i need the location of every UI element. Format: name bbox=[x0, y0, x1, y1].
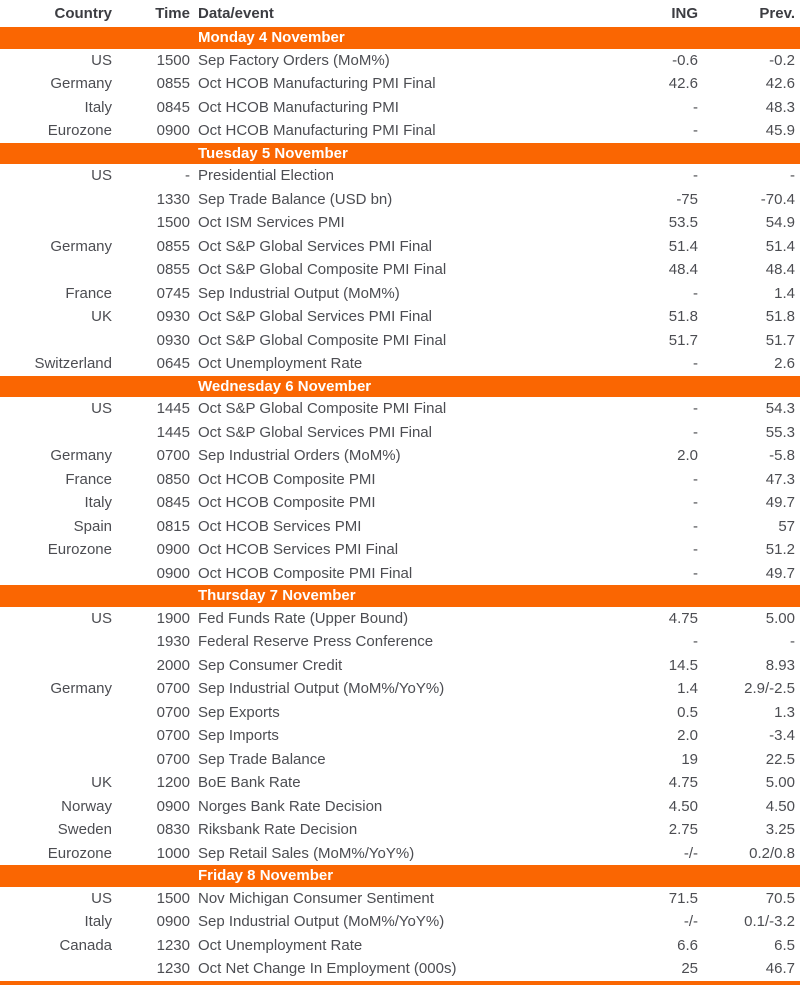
cell-time: 2000 bbox=[156, 656, 190, 674]
event-row bbox=[0, 119, 800, 143]
event-row bbox=[0, 677, 800, 701]
calendar-sections bbox=[0, 27, 800, 981]
cell-time: 0850 bbox=[156, 470, 190, 488]
cell-country: US bbox=[91, 51, 112, 69]
cell-ing: - bbox=[693, 98, 698, 116]
cell-prev: 54.3 bbox=[765, 400, 795, 418]
cell-time: 0700 bbox=[156, 727, 190, 745]
cell-country: US bbox=[91, 609, 112, 627]
cell-prev: 6.5 bbox=[774, 936, 795, 954]
cell-country: Eurozone bbox=[47, 122, 112, 140]
cell-prev: 1.4 bbox=[774, 284, 795, 302]
event-row bbox=[0, 282, 800, 306]
cell-country: Eurozone bbox=[47, 844, 112, 862]
cell-country: Sweden bbox=[57, 821, 112, 839]
cell-ing: 48.4 bbox=[668, 261, 698, 279]
cell-time: 0930 bbox=[156, 331, 190, 349]
day-section-band bbox=[0, 585, 800, 607]
event-row bbox=[0, 748, 800, 772]
cell-event: Riksbank Rate Decision bbox=[198, 821, 358, 839]
event-row bbox=[0, 771, 800, 795]
col-header-country: Country bbox=[54, 5, 112, 22]
cell-prev: 45.9 bbox=[765, 122, 795, 140]
cell-prev: 48.3 bbox=[765, 98, 795, 116]
cell-ing: 19 bbox=[681, 750, 698, 768]
cell-country: Germany bbox=[50, 447, 112, 465]
event-row bbox=[0, 444, 800, 468]
cell-time: 1930 bbox=[156, 633, 190, 651]
col-header-ing: ING bbox=[671, 5, 698, 22]
cell-ing: 4.75 bbox=[668, 774, 698, 792]
cell-ing: - bbox=[693, 541, 698, 559]
cell-event: Sep Trade Balance (USD bn) bbox=[198, 190, 393, 208]
cell-event: Fed Funds Rate (Upper Bound) bbox=[198, 609, 409, 627]
col-header-data-event: Data/event bbox=[198, 5, 274, 22]
cell-event: Norges Bank Rate Decision bbox=[198, 797, 383, 815]
cell-country: US bbox=[91, 167, 112, 185]
cell-ing: 42.6 bbox=[668, 75, 698, 93]
event-row bbox=[0, 421, 800, 445]
cell-prev: -70.4 bbox=[760, 190, 795, 208]
cell-time: 0900 bbox=[156, 913, 190, 931]
cell-event: Sep Retail Sales (MoM%/YoY%) bbox=[198, 844, 415, 862]
cell-prev: 49.7 bbox=[765, 494, 795, 512]
cell-event: BoE Bank Rate bbox=[198, 774, 301, 792]
cell-event: Oct HCOB Composite PMI Final bbox=[198, 564, 413, 582]
cell-ing: - bbox=[693, 633, 698, 651]
cell-event: Oct Net Change In Employment (000s) bbox=[198, 960, 457, 978]
cell-prev: 0.1/-3.2 bbox=[744, 913, 795, 931]
cell-time: 1900 bbox=[156, 609, 190, 627]
cell-ing: - bbox=[693, 284, 698, 302]
day-section-title: Friday 8 November bbox=[198, 867, 334, 885]
cell-prev: 0.2/0.8 bbox=[749, 844, 795, 862]
cell-country: Spain bbox=[73, 517, 112, 535]
event-row bbox=[0, 934, 800, 958]
cell-prev: 51.7 bbox=[765, 331, 795, 349]
cell-event: Oct S&P Global Services PMI Final bbox=[198, 423, 432, 441]
cell-ing: -75 bbox=[676, 190, 698, 208]
cell-prev: 22.5 bbox=[765, 750, 795, 768]
cell-time: 0830 bbox=[156, 821, 190, 839]
day-section-band bbox=[0, 376, 800, 398]
cell-country: US bbox=[91, 400, 112, 418]
cell-event: Sep Trade Balance bbox=[198, 750, 326, 768]
cell-event: Oct Unemployment Rate bbox=[198, 355, 363, 373]
cell-prev: 46.7 bbox=[765, 960, 795, 978]
cell-prev: 2.6 bbox=[774, 355, 795, 373]
cell-event: Oct Unemployment Rate bbox=[198, 936, 363, 954]
cell-ing: 25 bbox=[681, 960, 698, 978]
cell-prev: 54.9 bbox=[765, 214, 795, 232]
cell-prev: 42.6 bbox=[765, 75, 795, 93]
cell-ing: - bbox=[693, 517, 698, 535]
cell-event: Oct HCOB Services PMI Final bbox=[198, 541, 399, 559]
event-row bbox=[0, 630, 800, 654]
cell-event: Sep Factory Orders (MoM%) bbox=[198, 51, 390, 69]
cell-time: 1330 bbox=[156, 190, 190, 208]
cell-event: Sep Industrial Output (MoM%) bbox=[198, 284, 400, 302]
cell-country: Italy bbox=[84, 913, 112, 931]
cell-prev: 5.00 bbox=[765, 774, 795, 792]
event-row bbox=[0, 397, 800, 421]
event-row bbox=[0, 538, 800, 562]
cell-country: France bbox=[65, 470, 112, 488]
cell-time: 0845 bbox=[156, 494, 190, 512]
cell-ing: 51.8 bbox=[668, 308, 698, 326]
cell-event: Nov Michigan Consumer Sentiment bbox=[198, 889, 434, 907]
day-section-title: Monday 4 November bbox=[198, 29, 345, 47]
cell-time: 0855 bbox=[156, 237, 190, 255]
cell-prev: 55.3 bbox=[765, 423, 795, 441]
cell-prev: 1.3 bbox=[774, 703, 795, 721]
cell-time: 0855 bbox=[156, 261, 190, 279]
cell-prev: - bbox=[790, 167, 795, 185]
cell-prev: - bbox=[790, 633, 795, 651]
cell-country: UK bbox=[91, 308, 112, 326]
event-row bbox=[0, 724, 800, 748]
cell-ing: 51.7 bbox=[668, 331, 698, 349]
cell-event: Oct S&P Global Composite PMI Final bbox=[198, 400, 447, 418]
cell-ing: - bbox=[693, 564, 698, 582]
cell-event: Sep Exports bbox=[198, 703, 280, 721]
cell-country: Germany bbox=[50, 680, 112, 698]
cell-time: 1500 bbox=[156, 889, 190, 907]
cell-time: 1445 bbox=[156, 400, 190, 418]
cell-ing: 0.5 bbox=[677, 703, 698, 721]
event-row bbox=[0, 72, 800, 96]
cell-ing: 53.5 bbox=[668, 214, 698, 232]
cell-time: 0900 bbox=[156, 122, 190, 140]
cell-ing: 4.50 bbox=[668, 797, 698, 815]
event-row bbox=[0, 842, 800, 866]
cell-country: France bbox=[65, 284, 112, 302]
cell-event: Sep Industrial Orders (MoM%) bbox=[198, 447, 401, 465]
cell-ing: - bbox=[693, 122, 698, 140]
event-row bbox=[0, 818, 800, 842]
cell-time: 1200 bbox=[156, 774, 190, 792]
cell-ing: 71.5 bbox=[668, 889, 698, 907]
cell-prev: 5.00 bbox=[765, 609, 795, 627]
day-section-band bbox=[0, 865, 800, 887]
cell-country: Germany bbox=[50, 237, 112, 255]
event-row bbox=[0, 188, 800, 212]
cell-prev: -0.2 bbox=[769, 51, 795, 69]
cell-event: Oct HCOB Services PMI bbox=[198, 517, 362, 535]
day-section-title: Wednesday 6 November bbox=[198, 377, 372, 395]
cell-prev: 51.8 bbox=[765, 308, 795, 326]
cell-prev: 70.5 bbox=[765, 889, 795, 907]
cell-event: Oct S&P Global Composite PMI Final bbox=[198, 261, 447, 279]
cell-ing: 14.5 bbox=[668, 656, 698, 674]
cell-prev: 49.7 bbox=[765, 564, 795, 582]
cell-ing: 1.4 bbox=[677, 680, 698, 698]
event-row bbox=[0, 491, 800, 515]
cell-time: 0900 bbox=[156, 797, 190, 815]
event-row bbox=[0, 562, 800, 586]
event-row bbox=[0, 957, 800, 981]
cell-prev: 51.4 bbox=[765, 237, 795, 255]
cell-ing: -/- bbox=[683, 913, 698, 931]
cell-ing: 2.75 bbox=[668, 821, 698, 839]
cell-event: Oct HCOB Manufacturing PMI Final bbox=[198, 75, 436, 93]
col-header-time: Time bbox=[155, 5, 190, 22]
cell-country: US bbox=[91, 889, 112, 907]
event-row bbox=[0, 211, 800, 235]
cell-event: Presidential Election bbox=[198, 167, 334, 185]
cell-prev: 48.4 bbox=[765, 261, 795, 279]
cell-event: Sep Consumer Credit bbox=[198, 656, 343, 674]
cell-country: Canada bbox=[59, 936, 112, 954]
cell-ing: 2.0 bbox=[677, 447, 698, 465]
cell-event: Oct HCOB Manufacturing PMI bbox=[198, 98, 399, 116]
cell-prev: -5.8 bbox=[769, 447, 795, 465]
cell-prev: 47.3 bbox=[765, 470, 795, 488]
event-row bbox=[0, 701, 800, 725]
cell-event: Oct HCOB Composite PMI bbox=[198, 494, 376, 512]
cell-time: 0745 bbox=[156, 284, 190, 302]
cell-country: Switzerland bbox=[34, 355, 112, 373]
cell-prev: 3.25 bbox=[765, 821, 795, 839]
cell-time: 0700 bbox=[156, 750, 190, 768]
table-header-row bbox=[0, 0, 800, 27]
cell-time: 1000 bbox=[156, 844, 190, 862]
cell-ing: - bbox=[693, 355, 698, 373]
event-row bbox=[0, 887, 800, 911]
cell-country: Eurozone bbox=[47, 541, 112, 559]
cell-event: Sep Industrial Output (MoM%/YoY%) bbox=[198, 913, 445, 931]
cell-country: Italy bbox=[84, 98, 112, 116]
cell-ing: 51.4 bbox=[668, 237, 698, 255]
cell-prev: 8.93 bbox=[765, 656, 795, 674]
cell-event: Oct S&P Global Services PMI Final bbox=[198, 308, 432, 326]
cell-ing: 4.75 bbox=[668, 609, 698, 627]
next-section-band-partial bbox=[0, 981, 800, 985]
cell-prev: -3.4 bbox=[769, 727, 795, 745]
cell-ing: -/- bbox=[683, 844, 698, 862]
cell-time: 0700 bbox=[156, 703, 190, 721]
event-row bbox=[0, 235, 800, 259]
cell-time: 0900 bbox=[156, 541, 190, 559]
event-row bbox=[0, 305, 800, 329]
day-section-band bbox=[0, 143, 800, 165]
cell-country: Italy bbox=[84, 494, 112, 512]
event-row bbox=[0, 795, 800, 819]
cell-time: 1230 bbox=[156, 936, 190, 954]
event-row bbox=[0, 96, 800, 120]
cell-event: Oct HCOB Composite PMI bbox=[198, 470, 376, 488]
cell-ing: - bbox=[693, 470, 698, 488]
cell-time: 1500 bbox=[156, 51, 190, 69]
event-row bbox=[0, 258, 800, 282]
cell-country: UK bbox=[91, 774, 112, 792]
cell-time: 0645 bbox=[156, 355, 190, 373]
cell-event: Oct S&P Global Services PMI Final bbox=[198, 237, 432, 255]
cell-time: - bbox=[185, 167, 190, 185]
cell-country: Norway bbox=[61, 797, 112, 815]
cell-ing: 6.6 bbox=[677, 936, 698, 954]
cell-prev: 51.2 bbox=[765, 541, 795, 559]
event-row bbox=[0, 468, 800, 492]
cell-time: 0930 bbox=[156, 308, 190, 326]
cell-time: 0700 bbox=[156, 680, 190, 698]
cell-prev: 57 bbox=[778, 517, 795, 535]
cell-time: 0855 bbox=[156, 75, 190, 93]
cell-time: 1445 bbox=[156, 423, 190, 441]
day-section-title: Thursday 7 November bbox=[198, 587, 356, 605]
cell-time: 0900 bbox=[156, 564, 190, 582]
cell-ing: - bbox=[693, 400, 698, 418]
cell-prev: 2.9/-2.5 bbox=[744, 680, 795, 698]
cell-event: Oct ISM Services PMI bbox=[198, 214, 345, 232]
cell-ing: 2.0 bbox=[677, 727, 698, 745]
day-section-band bbox=[0, 27, 800, 49]
event-row bbox=[0, 910, 800, 934]
cell-time: 1500 bbox=[156, 214, 190, 232]
event-row bbox=[0, 352, 800, 376]
day-section-title: Tuesday 5 November bbox=[198, 144, 348, 162]
cell-event: Oct HCOB Manufacturing PMI Final bbox=[198, 122, 436, 140]
cell-country: Germany bbox=[50, 75, 112, 93]
event-row bbox=[0, 654, 800, 678]
cell-prev: 4.50 bbox=[765, 797, 795, 815]
col-header-prev: Prev. bbox=[759, 5, 795, 22]
cell-ing: - bbox=[693, 494, 698, 512]
cell-time: 0845 bbox=[156, 98, 190, 116]
cell-time: 1230 bbox=[156, 960, 190, 978]
cell-event: Federal Reserve Press Conference bbox=[198, 633, 434, 651]
cell-ing: - bbox=[693, 423, 698, 441]
cell-ing: - bbox=[693, 167, 698, 185]
cell-event: Sep Imports bbox=[198, 727, 279, 745]
cell-time: 0815 bbox=[156, 517, 190, 535]
event-row bbox=[0, 49, 800, 73]
event-row bbox=[0, 515, 800, 539]
cell-ing: -0.6 bbox=[672, 51, 698, 69]
event-row bbox=[0, 329, 800, 353]
event-row bbox=[0, 164, 800, 188]
cell-event: Sep Industrial Output (MoM%/YoY%) bbox=[198, 680, 445, 698]
event-row bbox=[0, 607, 800, 631]
cell-event: Oct S&P Global Composite PMI Final bbox=[198, 331, 447, 349]
cell-time: 0700 bbox=[156, 447, 190, 465]
